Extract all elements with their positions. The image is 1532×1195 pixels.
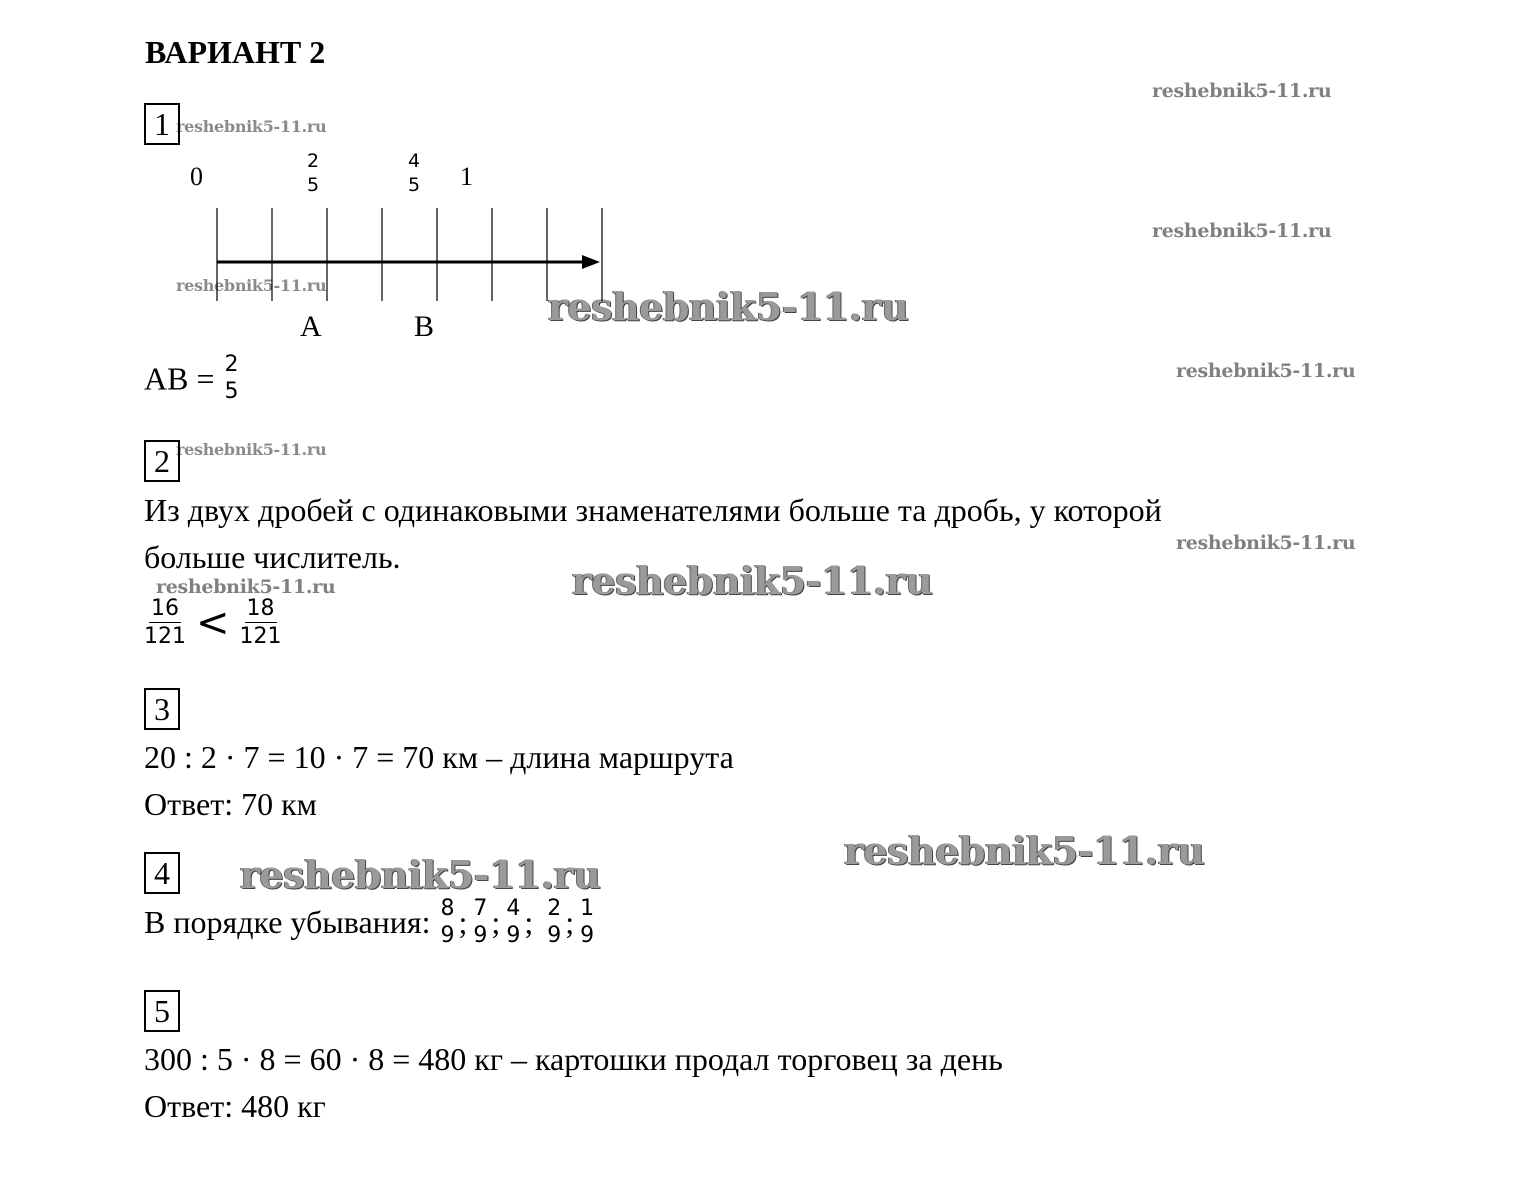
separator: ;	[565, 904, 575, 940]
fraction: 7 9	[473, 896, 488, 948]
task2-rule-line1: Из двух дробей с одинаковыми знаменателями больше та дробь, у которой	[144, 492, 1162, 528]
watermark-large: reshebnik5-11.ru	[572, 558, 933, 603]
fraction: 8 9	[440, 896, 455, 948]
point-b-label: B	[414, 310, 435, 343]
task5-solution: 300 : 5 · 8 = 60 · 8 = 480 кг – картошки продал торговец за день	[144, 1041, 1003, 1077]
task5-answer: Ответ: 480 кг	[144, 1088, 326, 1124]
watermark: reshebnik5-11.ru	[176, 276, 327, 295]
separator: ;	[491, 904, 501, 940]
watermark: reshebnik5-11.ru	[176, 117, 327, 136]
arrow-head	[582, 255, 600, 269]
tick-label-zero: 0	[190, 162, 203, 191]
watermark: reshebnik5-11.ru	[156, 576, 336, 598]
watermark: reshebnik5-11.ru	[1152, 220, 1332, 242]
watermark-large: reshebnik5-11.ru	[240, 852, 601, 897]
watermark: reshebnik5-11.ru	[1176, 360, 1356, 382]
task-number: 3	[144, 688, 180, 730]
task-number: 2	[144, 440, 180, 482]
watermark-large: reshebnik5-11.ru	[844, 828, 1205, 873]
fraction-right: $\frac{18}{121}$	[239, 596, 282, 649]
task-number: 5	[144, 990, 180, 1032]
watermark: reshebnik5-11.ru	[1176, 532, 1356, 554]
watermark: reshebnik5-11.ru	[176, 440, 327, 459]
answer-fraction: 2 5	[224, 352, 239, 404]
task-number: 1	[144, 103, 180, 145]
task2-comparison	[144, 598, 282, 648]
task1-answer: AB = 2 5	[144, 352, 239, 404]
fraction: 1 9	[580, 896, 595, 948]
point-a-label: A	[300, 310, 322, 343]
task-number: 4	[144, 852, 180, 894]
fraction: 2 9	[547, 896, 562, 948]
fraction: 4 9	[506, 896, 521, 948]
tick-label-two-fifths: 2 5	[307, 150, 320, 196]
watermark: reshebnik5-11.ru	[1152, 80, 1332, 102]
number-line	[200, 200, 620, 310]
tick-label-one: 1	[460, 162, 473, 191]
task3-answer: Ответ: 70 км	[144, 786, 317, 822]
separator: ;	[458, 904, 468, 940]
tick-label-four-fifths: 4 5	[408, 150, 421, 196]
comparison-sign: <	[196, 600, 230, 646]
watermark-large: reshebnik5-11.ru	[548, 284, 909, 329]
fraction-left: $\frac{16}{121}$	[144, 596, 186, 649]
task2-rule-line2: больше числитель.	[144, 539, 401, 575]
task3-solution: 20 : 2 · 7 = 10 · 7 = 70 км – длина маршрута	[144, 739, 734, 775]
page-title: ВАРИАНТ 2	[145, 34, 326, 70]
separator: ;	[524, 904, 534, 940]
task4-line: В порядке убывания: 8 9 ; 7 9 ; 4 9 ; 2 9 ; 1 9	[144, 896, 595, 948]
